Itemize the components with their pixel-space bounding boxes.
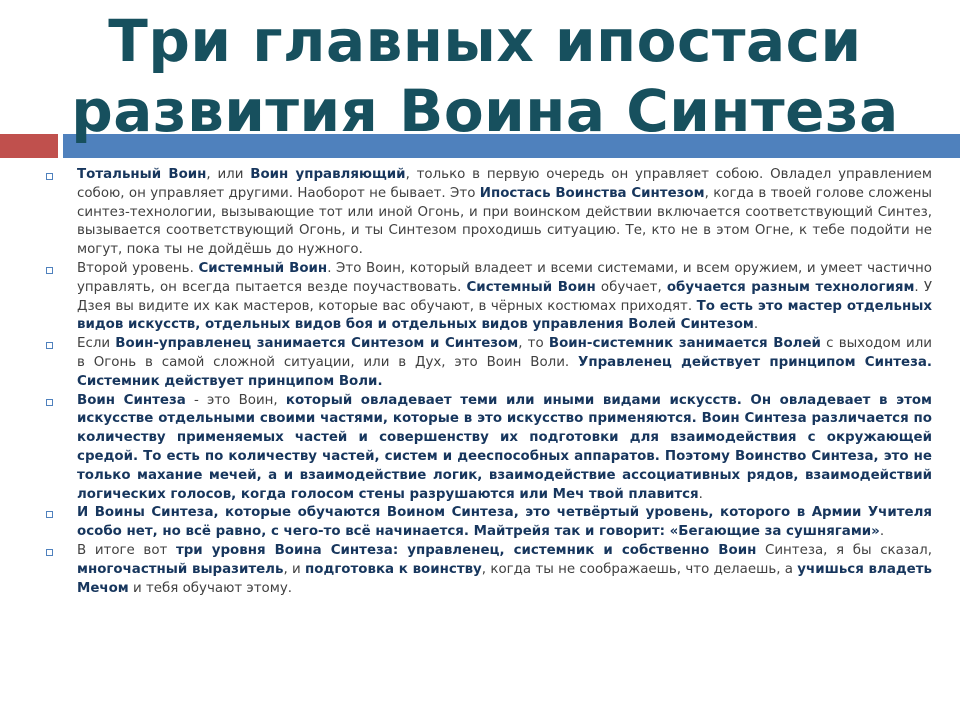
text-segment: . xyxy=(879,524,885,540)
text-segment: В итоге вот xyxy=(77,542,176,558)
square-bullet-icon xyxy=(46,267,53,274)
bullet-list xyxy=(46,166,932,598)
slide-title xyxy=(20,6,950,146)
text-segment: , только в первую очередь он управляет собою. Овладел управлением собою, он управляет другими. Наоборот не бывает. Это xyxy=(77,167,933,201)
slide-title-line-1: Три главных ипостаси xyxy=(108,7,862,75)
list-item xyxy=(46,392,932,505)
text-segment: Второй уровень. xyxy=(77,260,199,276)
text-segment: Если xyxy=(77,336,116,352)
bold-text-segment: Воин-системник занимается Волей xyxy=(548,336,821,352)
bold-text-segment: Управленец действует принципом Синтеза. Системник действует принципом Воли. xyxy=(77,354,932,389)
list-item xyxy=(46,166,932,260)
text-segment: Синтеза, я бы сказал, xyxy=(756,542,932,558)
square-bullet-icon xyxy=(46,399,53,406)
text-segment: - это Воин, xyxy=(185,392,286,408)
list-item xyxy=(46,260,932,335)
bold-text-segment: учишься владеть Мечом xyxy=(77,561,932,596)
text-segment: обучает, xyxy=(595,279,667,295)
list-item xyxy=(46,335,932,391)
text-segment: с выходом или в Огонь в самой сложной ситуации, или в Дух, это Воин Воли. xyxy=(77,336,933,370)
bold-text-segment: три уровня Воина Синтеза: управленец, системник и собственно Воин xyxy=(175,542,757,558)
text-segment: , когда в твоей голове сложены синтез-технологии, вызывающие тот или иной Огонь, и при воинском действии включается соответствующий Синтез, вызывается соответствующий Огонь, и ты Синтезом проходишь ситуацию. Те, кто не в этом Огне, к тебе подойти не могут, пока ты не дойдёшь до нужного. xyxy=(77,185,932,258)
text-segment: и тебя обучают этому. xyxy=(128,580,293,596)
bold-text-segment: И Воины Синтеза, которые обучаются Воином Синтеза, это четвёртый уровень, которого в Армии Учителя особо нет, но всё равно, с чего-то всё начинается. Майтрейя так и говорит: «Бегающие за сушнягами» xyxy=(77,505,932,540)
bold-text-segment: Тотальный Воин xyxy=(77,167,207,182)
bold-text-segment: Ипостась Воинства Синтезом xyxy=(479,185,705,201)
text-segment: , или xyxy=(206,167,251,182)
bold-text-segment: Системный Воин xyxy=(466,279,596,295)
list-item xyxy=(46,504,932,542)
text-segment: . У Дзея вы видите их как мастеров, которые вас обучают, в чёрных костюмах приходят. xyxy=(77,279,932,314)
bold-text-segment: Воин управляющий xyxy=(250,167,406,182)
bold-text-segment: Системный Воин xyxy=(198,260,328,276)
square-bullet-icon xyxy=(46,342,53,349)
bold-text-segment: который овладевает теми или иными видами искусств. Он овладевает в этом искусстве отдельными своими частями, которые в это искусство применяются. Воин Синтеза различается по количеству применяемых частей и совершенству их подготовки для взаимодействия с окружающей средой. То есть по количеству частей, систем и дееспособных аппаратов. Поэтому Воинство Синтеза, это не только махание мечей, а и взаимодействие логик, взаимодействие ассоциативных рядов, взаимодействий логических голосов, когда голосом стены разрушаются или Меч твой плавится xyxy=(77,392,932,502)
square-bullet-icon xyxy=(46,549,53,556)
slide-title-line-2: развития Воина Синтеза xyxy=(71,77,899,145)
bold-text-segment: То есть это мастер отдельных видов искусств, отдельных видов боя и отдельных видов управления Волей Синтезом xyxy=(77,298,932,333)
square-bullet-icon xyxy=(46,511,53,518)
text-segment: . Это Воин, который владеет и всеми системами, и всем оружием, и умеет частично управлять, он всегда пытается везде поучаствовать. xyxy=(77,260,932,295)
text-segment: . xyxy=(753,317,759,333)
bold-text-segment: обучается разным технологиям xyxy=(666,279,915,295)
text-segment: , то xyxy=(518,336,549,352)
text-segment: , когда ты не соображаешь, что делаешь, а xyxy=(481,561,798,577)
bold-text-segment: Воин-управленец занимается Синтезом и Синтезом xyxy=(115,336,519,352)
list-item xyxy=(46,542,932,598)
square-bullet-icon xyxy=(46,173,53,180)
text-segment: . xyxy=(698,486,703,502)
text-segment: , и xyxy=(283,561,306,577)
bold-text-segment: Воин Синтеза xyxy=(77,392,186,408)
bold-text-segment: многочастный выразитель xyxy=(77,561,284,577)
bold-text-segment: подготовка к воинству xyxy=(305,561,482,577)
